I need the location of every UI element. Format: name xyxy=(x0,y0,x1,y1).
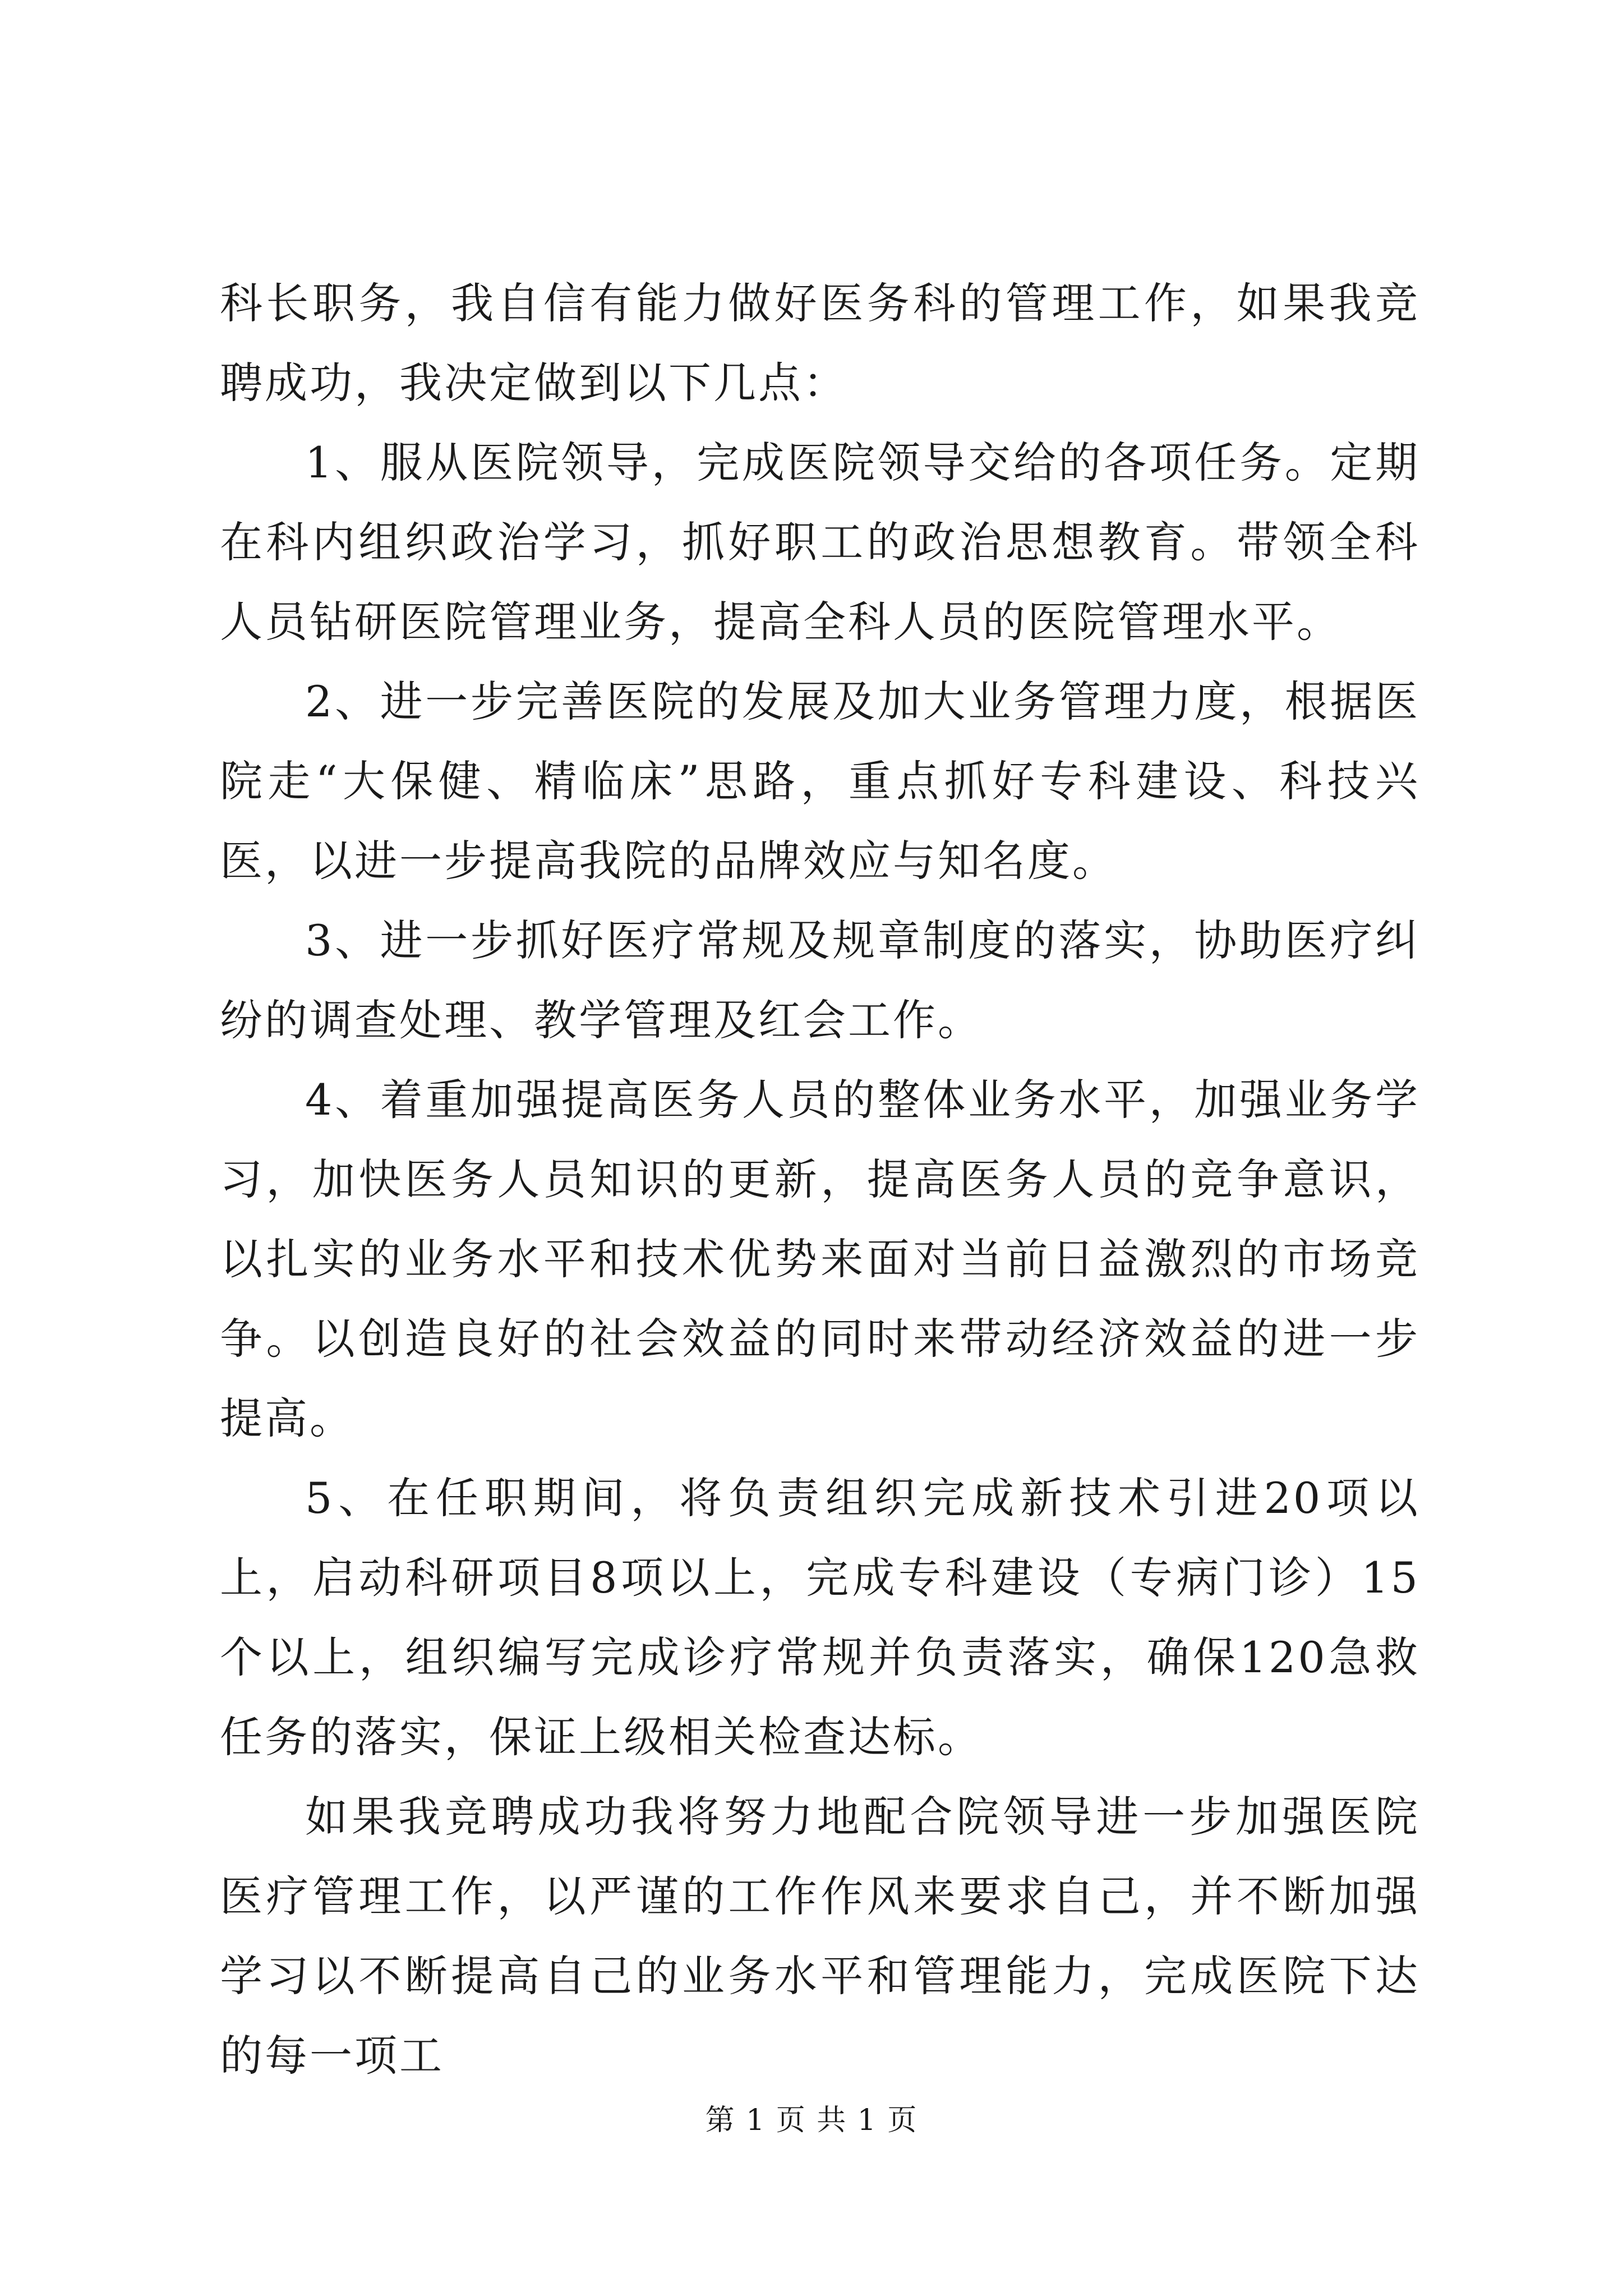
paragraph-item-2: 2、进一步完善医院的发展及加大业务管理力度，根据医院走“大保健、精临床”思路，重点抓好专科建设、科技兴医，以进一步提高我院的品牌效应与知名度。 xyxy=(220,677,1420,886)
paragraph-intro: 科长职务，我自信有能力做好医务科的管理工作，如果我竞聘成功，我决定做到以下几点： xyxy=(220,278,1420,408)
paragraph-item-3: 3、进一步抓好医疗常规及规章制度的落实，协助医疗纠纷的调查处理、教学管理及红会工作。 xyxy=(220,915,1420,1045)
paragraph-item-1: 1、服从医院领导，完成医院领导交给的各项任务。定期在科内组织政治学习，抓好职工的政治思想教育。带领全科人员钻研医院管理业务，提高全科人员的医院管理水平。 xyxy=(220,438,1420,647)
paragraph-closing: 如果我竞聘成功我将努力地配合院领导进一步加强医院医疗管理工作，以严谨的工作作风来要求自己，并不断加强学习以不断提高自己的业务水平和管理能力，完成医院下达的每一项工 xyxy=(220,1792,1420,2081)
document-body xyxy=(220,264,1420,2096)
paragraph-item-5: 5、在任职期间，将负责组织完成新技术引进20项以上，启动科研项目8项以上，完成专科建设（专病门诊）15个以上，组织编写完成诊疗常规并负责落实，确保120急救任务的落实，保证上级相关检查达标。 xyxy=(220,1473,1420,1762)
paragraph-item-4: 4、着重加强提高医务人员的整体业务水平，加强业务学习，加快医务人员知识的更新，提高医务人员的竞争意识，以扎实的业务水平和技术优势来面对当前日益激烈的市场竞争。以创造良好的社会效益的同时来带动经济效益的进一步提高。 xyxy=(220,1075,1420,1443)
page-number-footer: 第 1 页 共 1 页 xyxy=(705,2104,918,2137)
